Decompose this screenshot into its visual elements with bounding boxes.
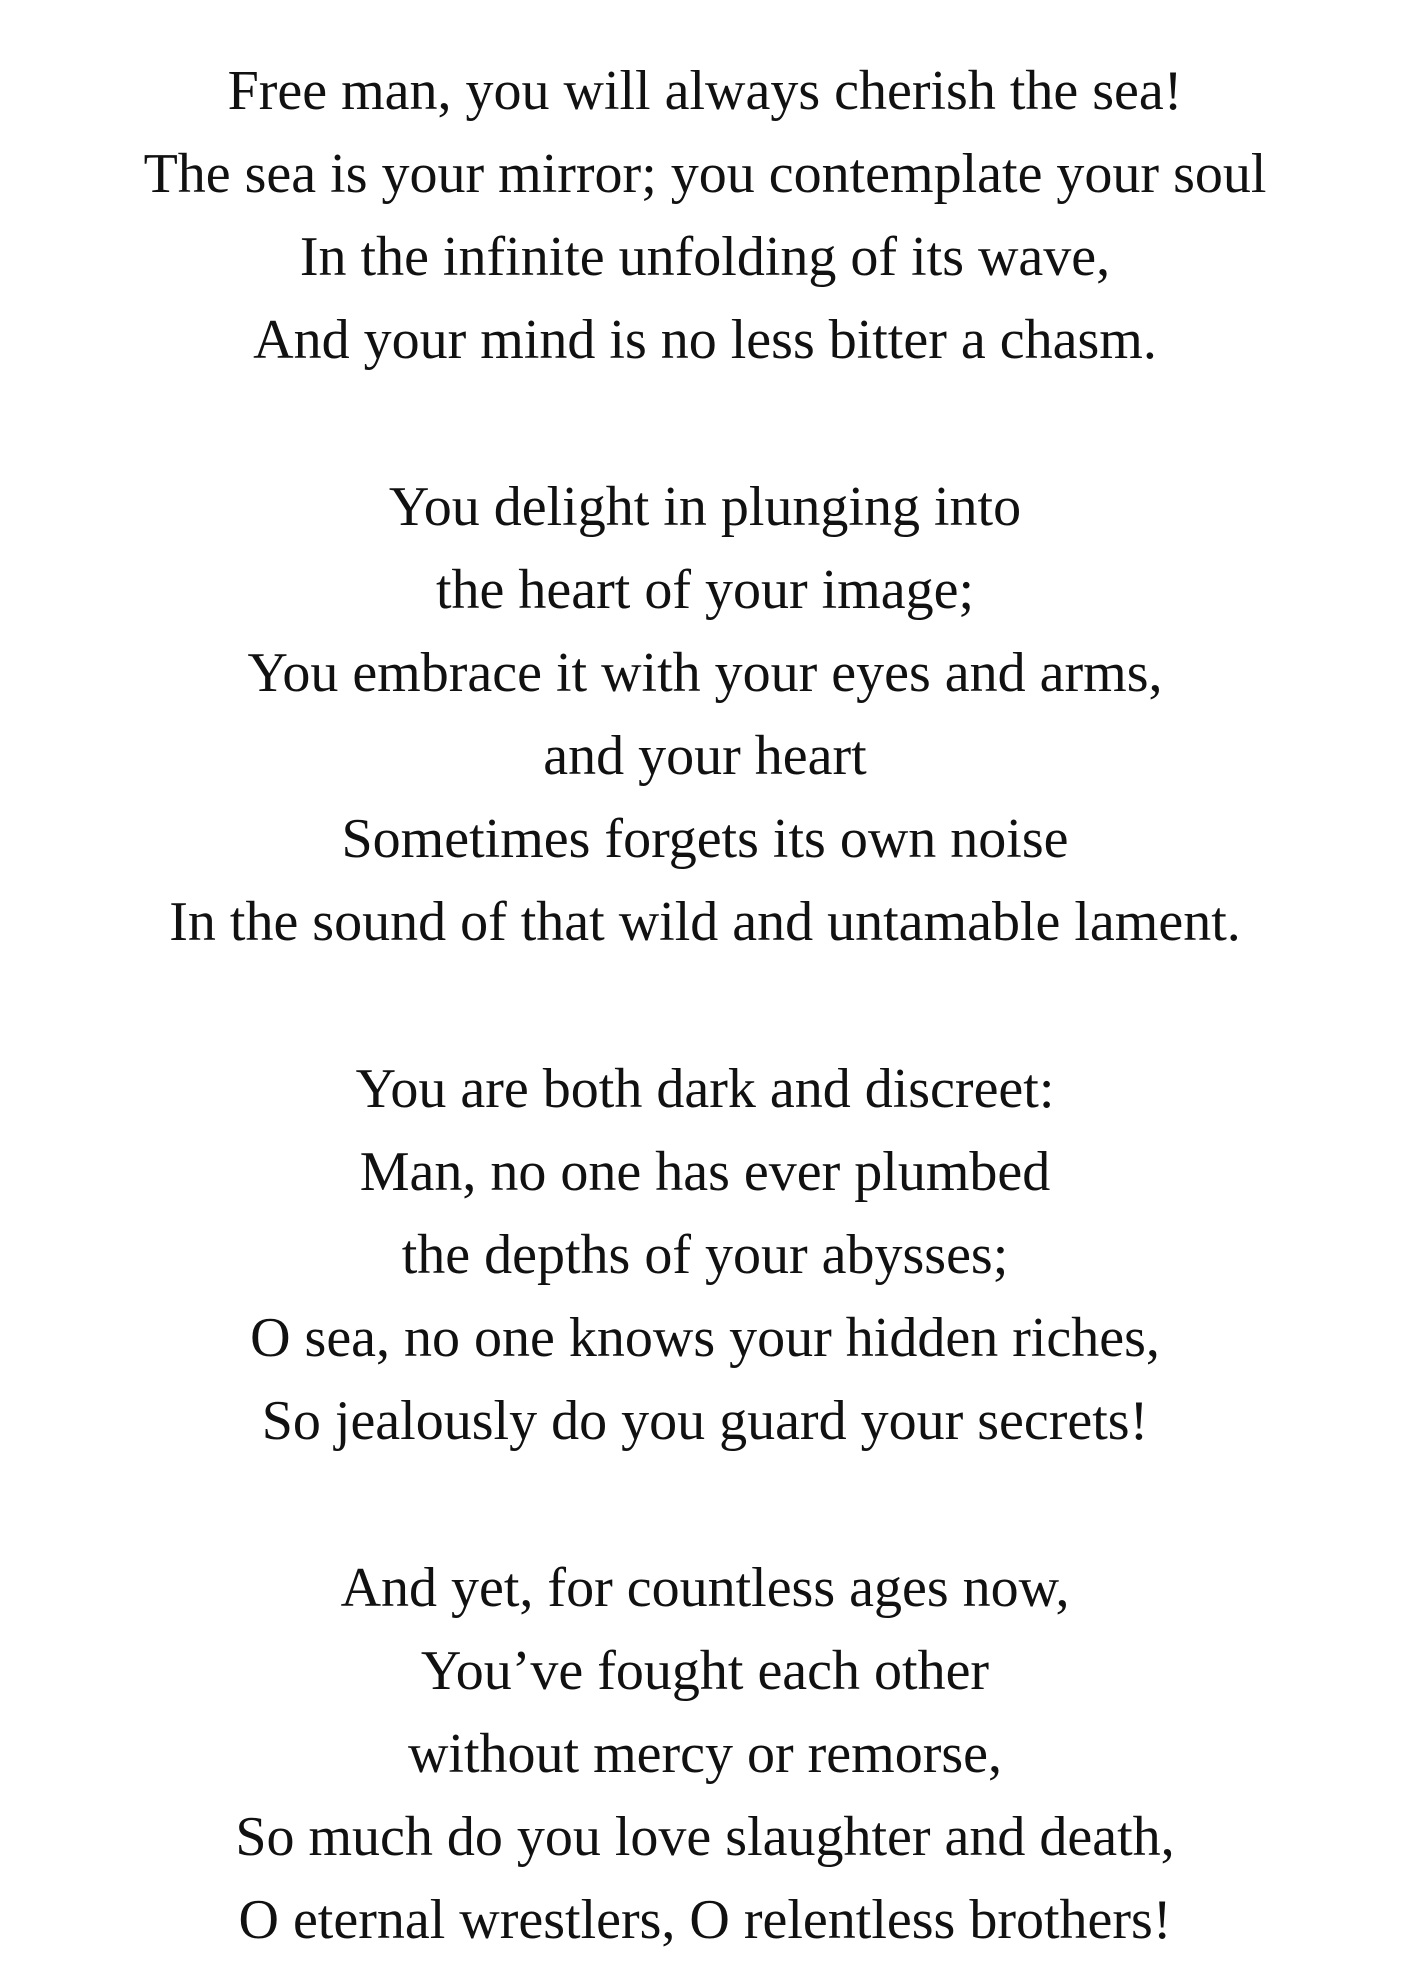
poem-line: You are both dark and discreet: [355, 1058, 1055, 1120]
stanza-1 [0, 50, 1410, 382]
poem-line: In the sound of that wild and untamable lament. [169, 891, 1241, 953]
poem-line: In the infinite unfolding of its wave, [299, 226, 1111, 288]
poem-line: Man, no one has ever plumbed [359, 1141, 1051, 1203]
poem-line: So jealously do you guard your secrets! [261, 1390, 1149, 1452]
poem-line: Free man, you will always cherish the sea! [227, 60, 1183, 122]
poem-page [0, 50, 1410, 1962]
poem-line: And yet, for countless ages now, [340, 1557, 1070, 1619]
stanza-4 [0, 1547, 1410, 1962]
poem-line: So much do you love slaughter and death, [235, 1806, 1175, 1868]
stanza-2 [0, 466, 1410, 964]
poem-line: O sea, no one knows your hidden riches, [250, 1307, 1160, 1369]
poem-line: The sea is your mirror; you contemplate your soul [143, 143, 1267, 205]
stanza-3 [0, 1048, 1410, 1463]
poem-line: You delight in plunging into [388, 476, 1022, 538]
poem-line: the heart of your image; [435, 559, 974, 621]
poem-line: And your mind is no less bitter a chasm. [253, 309, 1157, 371]
poem-line: without mercy or remorse, [407, 1723, 1003, 1785]
poem-line: Sometimes forgets its own noise [341, 808, 1069, 870]
poem-line: You embrace it with your eyes and arms, [247, 642, 1163, 704]
poem-line: You’ve fought each other [420, 1640, 990, 1702]
poem-line: O eternal wrestlers, O relentless brothers! [238, 1889, 1172, 1951]
poem-line: the depths of your abysses; [401, 1224, 1009, 1286]
poem-line: and your heart [543, 725, 867, 787]
